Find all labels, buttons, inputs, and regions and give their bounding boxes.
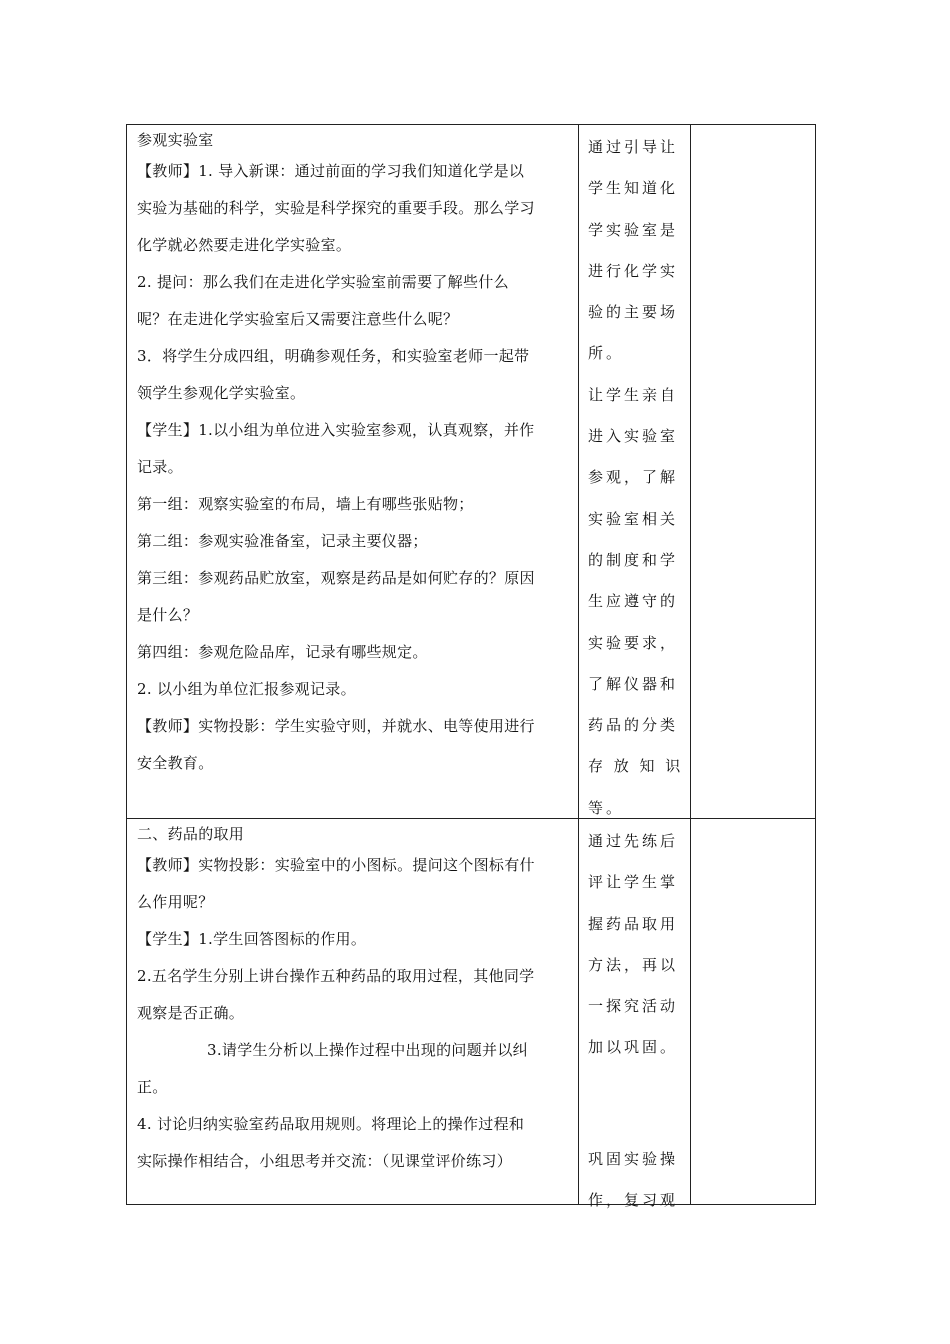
intent-line: 握药品取用 — [588, 914, 679, 933]
intent-line: 实验要求， — [588, 633, 679, 652]
process-line: 3．将学生分成四组，明确参观任务，和实验室老师一起带 — [137, 347, 530, 365]
intent-line: 参观，了解 — [588, 468, 679, 487]
intent-line: 加以巩固。 — [588, 1038, 679, 1057]
process-line: 【学生】1.学生回答图标的作用。 — [137, 930, 367, 948]
process-line: 观察是否正确。 — [137, 1004, 245, 1022]
intent-line: 巩固实验操 — [588, 1149, 679, 1168]
process-line: 2. 以小组为单位汇报参观记录。 — [137, 680, 356, 698]
process-line: 实验为基础的科学，实验是科学探究的重要手段。那么学习 — [137, 199, 535, 217]
teaching-process-cell — [127, 819, 579, 1204]
intent-line: 作，复习观 — [588, 1191, 679, 1210]
process-line: 第三组：参观药品贮放室，观察是药品是如何贮存的？原因 — [137, 569, 535, 587]
intent-line: 一探究活动 — [588, 997, 679, 1016]
intent-line: 验的主要场 — [588, 303, 679, 322]
intent-line: 存 放 知 识 — [588, 757, 684, 776]
intent-line: 生应遵守的 — [588, 592, 679, 611]
intent-line: 等。 — [588, 798, 625, 817]
process-line: 【教师】实物投影：学生实验守则，并就水、电等使用进行 — [137, 717, 535, 735]
intent-line: 通过引导让 — [588, 138, 679, 156]
section-heading: 二、药品的取用 — [137, 825, 245, 843]
intent-line: 评让学生掌 — [588, 873, 679, 892]
section-heading: 参观实验室 — [137, 131, 214, 149]
process-line: 化学就必然要走进化学实验室。 — [137, 236, 352, 254]
teaching-process-cell — [127, 125, 579, 818]
process-line: 领学生参观化学实验室。 — [137, 384, 306, 402]
process-line: 正。 — [137, 1078, 168, 1096]
process-line: 4. 讨论归纳实验室药品取用规则。将理论上的操作过程和 — [137, 1115, 525, 1133]
intent-line: 药品的分类 — [588, 716, 679, 735]
intent-line: 学生知道化 — [588, 179, 679, 198]
process-line: 2.五名学生分别上讲台操作五种药品的取用过程，其他同学 — [137, 967, 535, 985]
process-line: 【学生】1.以小组为单位进入实验室参观，认真观察，并作 — [137, 421, 535, 439]
process-line: 记录。 — [137, 458, 183, 476]
intent-line: 学实验室是 — [588, 220, 679, 239]
process-line: 【教师】1. 导入新课：通过前面的学习我们知道化学是以 — [137, 162, 525, 180]
process-line: 【教师】实物投影：实验室中的小图标。提问这个图标有什 — [137, 856, 535, 874]
intent-line: 通过先练后 — [588, 832, 679, 850]
process-line: 第一组：观察实验室的布局，墙上有哪些张贴物； — [137, 495, 474, 513]
process-line: 安全教育。 — [137, 754, 214, 772]
table-row-take-reagents — [126, 818, 816, 1210]
intent-line: 的制度和学 — [588, 550, 679, 569]
process-line: 么作用呢？ — [137, 893, 214, 911]
intent-line: 让学生亲自 — [588, 385, 679, 404]
lesson-plan-table — [126, 124, 816, 1210]
empty-cell — [691, 819, 815, 1204]
intent-line: 进入实验室 — [588, 427, 679, 446]
process-line: 第二组：参观实验准备室，记录主要仪器； — [137, 532, 428, 550]
intent-line: 进行化学实 — [588, 261, 679, 280]
process-line: 呢？在走进化学实验室后又需要注意些什么呢？ — [137, 310, 459, 328]
empty-cell — [691, 125, 815, 818]
spacer — [588, 1069, 684, 1139]
process-line: 实际操作相结合，小组思考并交流：（见课堂评价练习） — [137, 1152, 513, 1170]
intent-line: 所。 — [588, 344, 625, 363]
intent-line: 了解仪器和 — [588, 674, 679, 693]
design-intent-cell — [579, 125, 691, 818]
design-intent-cell — [579, 819, 691, 1210]
process-line: 是什么？ — [137, 606, 199, 624]
intent-line: 实验室相关 — [588, 509, 679, 528]
table-row-visit-lab — [126, 124, 816, 818]
process-line: 第四组：参观危险品库，记录有哪些规定。 — [137, 643, 428, 661]
intent-line: 方法，再以 — [588, 955, 679, 974]
process-line: 3.请学生分析以上操作过程中出现的问题并以纠 — [207, 1041, 528, 1059]
process-line: 2. 提问：那么我们在走进化学实验室前需要了解些什么 — [137, 273, 509, 291]
